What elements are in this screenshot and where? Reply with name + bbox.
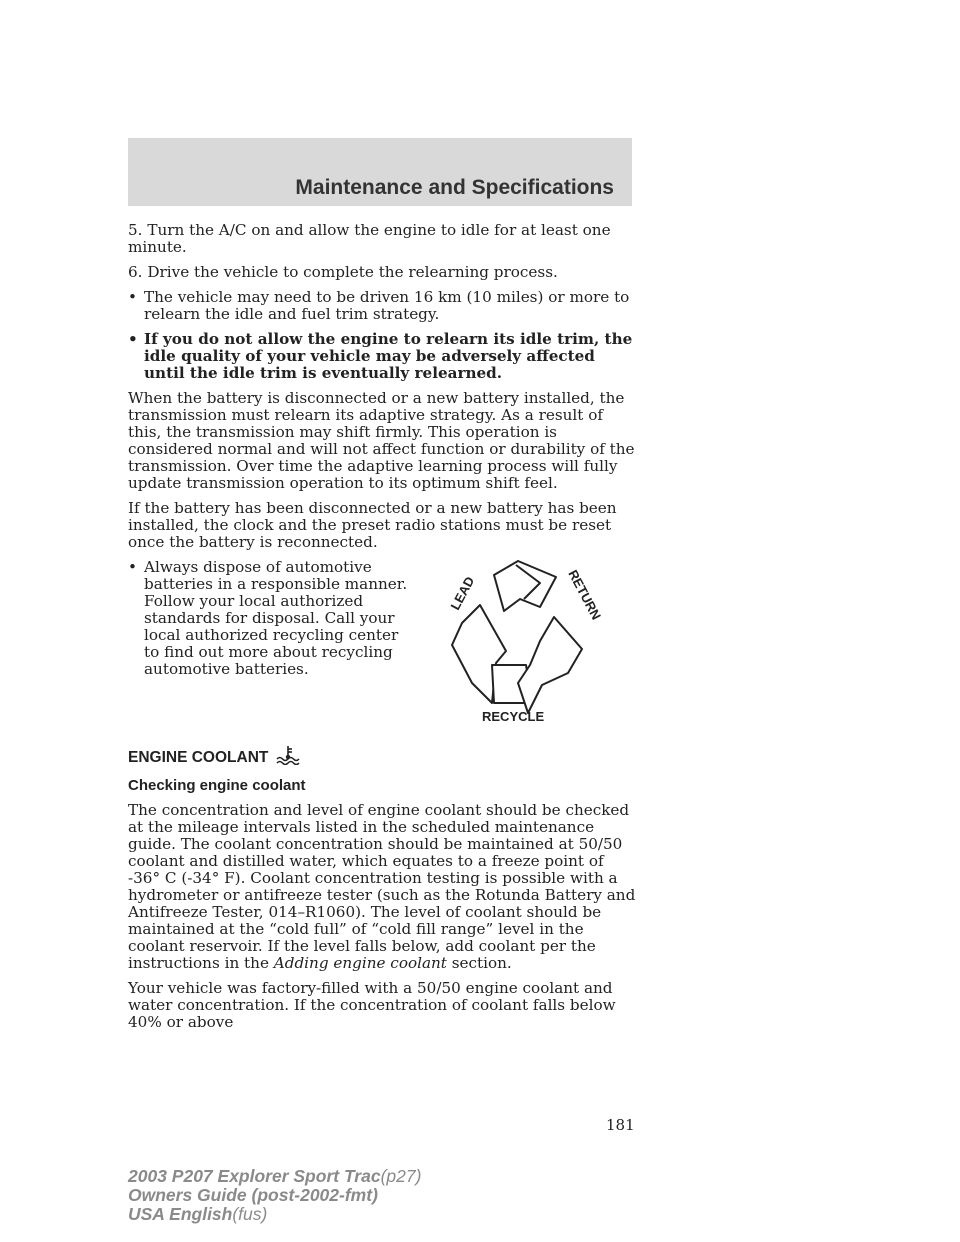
step-6: 6. Drive the vehicle to complete the relearning process. — [128, 263, 558, 281]
recycle-label-return: RETURN — [565, 567, 605, 623]
document-footer — [128, 1167, 421, 1224]
footer-line-1: 2003 P207 Explorer Sport Trac(p27) — [128, 1166, 422, 1186]
bullet-battery-disposal — [128, 559, 414, 678]
recycle-symbol-icon — [422, 553, 608, 725]
cross-reference-adding-coolant: Adding engine coolant — [273, 954, 447, 972]
footer-line-3: USA English(fus) — [128, 1204, 268, 1224]
paragraph-coolant-check: The concentration and level of engine coolant should be checked at the mileage intervals listed in the scheduled maintenance guide. The coolant concentration should be maintained at 50/50 coolant and distilled water, which equates to a freeze point of -36° C (-34° F). Coolant concentration testing is possible with a hydrometer or antifreeze tester (such as the Rotunda Battery and Antifreeze Tester, 014–R1060). The level of coolant should be maintained at the “cold full” of “cold fill range” level in the coolant reservoir. If the level falls below, add coolant per the instructions in the Adding engine coolant section. — [128, 801, 636, 972]
paragraph-factory-fill: Your vehicle was factory-filled with a 50/50 engine coolant and water concentration. If the concentration of coolant falls below 40% or above — [128, 979, 616, 1031]
bullet-idle-trim-warning — [128, 331, 638, 382]
bullet-text: If you do not allow the engine to relearn its idle trim, the idle quality of your vehicle may be adversely affected until the idle trim is eventually relearned. — [144, 330, 633, 382]
paragraph-battery-reset: If the battery has been disconnected or a new battery has been installed, the clock and the preset radio stations must be reset once the battery is reconnected. — [128, 499, 617, 551]
recycle-section — [128, 559, 638, 739]
recycle-label-recycle: RECYCLE — [482, 709, 545, 724]
bullet-dot: • — [128, 288, 137, 306]
coolant-temperature-icon — [276, 745, 300, 765]
paragraph-transmission: When the battery is disconnected or a new battery installed, the transmission must relearn its adaptive strategy. As a result of this, the transmission may shift firmly. This operation is considered normal and will not affect function or durability of the transmission. Over time the adaptive learning process will fully update transmission operation to its optimum shift feel. — [128, 389, 635, 492]
bullet-dot: • — [128, 330, 138, 348]
bullet-text: The vehicle may need to be driven 16 km (10 miles) or more to relearn the idle and fuel trim strategy. — [144, 288, 630, 323]
recycle-label-lead: LEAD — [447, 574, 478, 613]
section-heading-text: ENGINE COOLANT — [128, 749, 269, 766]
page-content — [128, 222, 638, 1039]
header-band — [128, 138, 632, 206]
subheading-checking-coolant: Checking engine coolant — [128, 777, 306, 794]
section-heading-engine-coolant — [128, 745, 638, 767]
page-number: 181 — [606, 1116, 635, 1134]
step-5: 5. Turn the A/C on and allow the engine to idle for at least one minute. — [128, 221, 611, 256]
bullet-drive-distance — [128, 289, 638, 323]
bullet-text: Always dispose of automotive batteries in a responsible manner. Follow your local authorized standards for disposal. Call your local authorized recycling center to find out more about recycling automotive batteries. — [144, 558, 408, 678]
page-title: Maintenance and Specifications — [295, 176, 614, 199]
bullet-dot: • — [128, 558, 137, 576]
footer-line-2: Owners Guide (post-2002-fmt) — [128, 1185, 378, 1205]
